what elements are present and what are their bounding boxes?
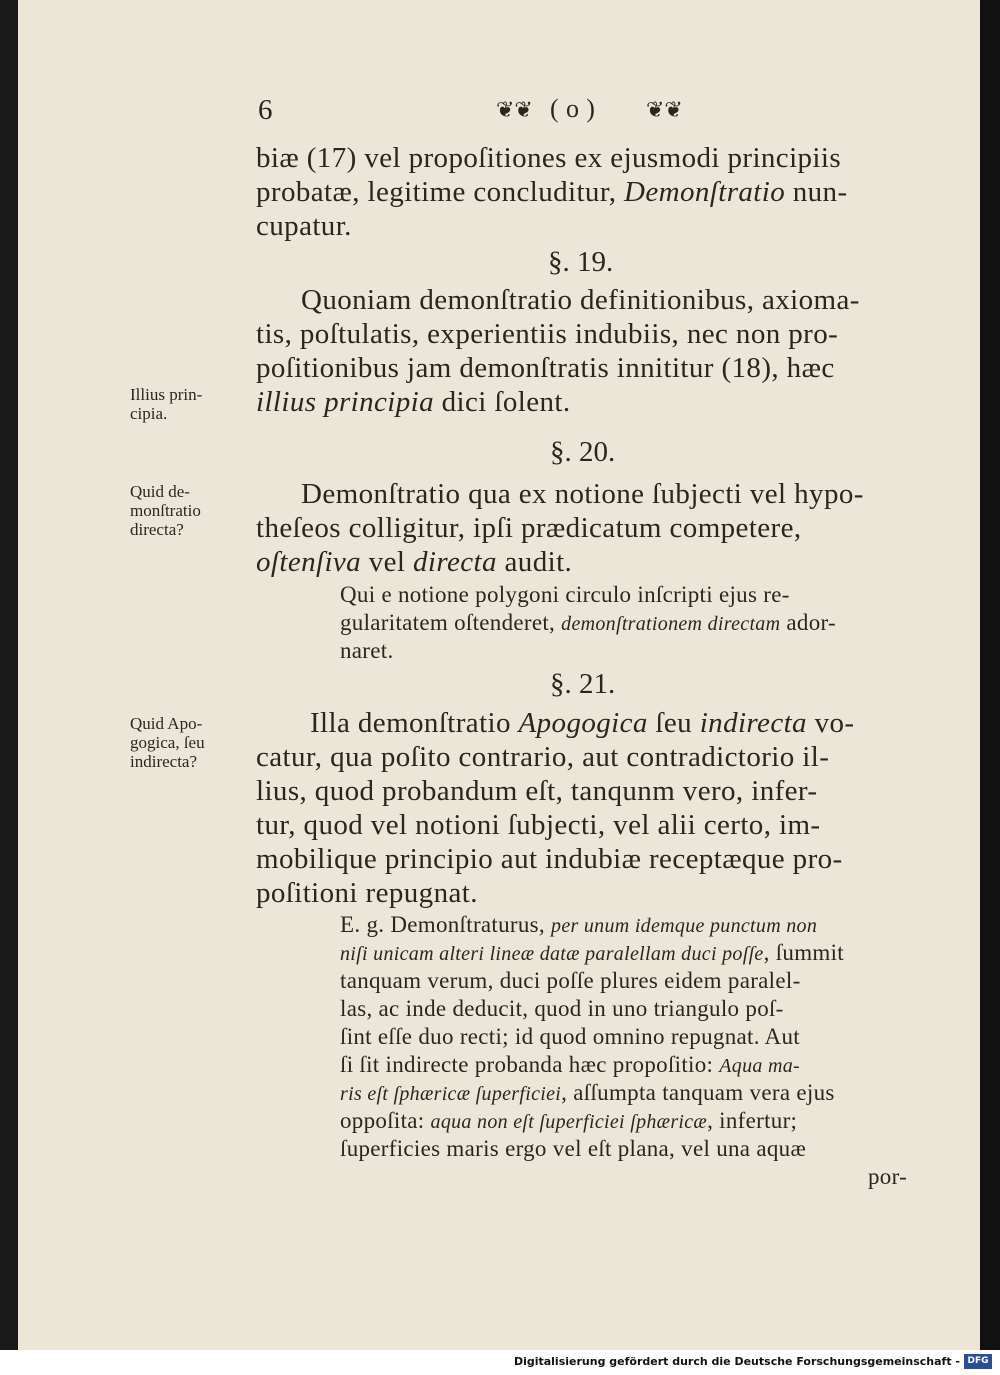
body-line: poſitionibus jam demonſtratis innititur (18), hæc: [256, 352, 835, 384]
example-line: niſi unicam alteri lineæ datæ paralellam duci poſſe, ſummit: [340, 940, 844, 965]
note-line: Qui e notione polygoni circulo inſcripti ejus re-: [340, 582, 790, 607]
ornament-right-icon: ❦❦: [646, 98, 683, 123]
example-line: las, ac inde deducit, quod in uno triangulo poſ-: [340, 996, 784, 1021]
example-line: ris eſt ſphæricæ ſuperficiei, aſſumpta tanquam vera ejus: [340, 1080, 835, 1105]
example-line: ſuperficies maris ergo vel eſt plana, vel una aquæ: [340, 1136, 807, 1161]
body-line: poſitioni repugnat.: [256, 877, 478, 909]
margin-note-apogogica: Quid Apo- gogica, ſeu indirecta?: [130, 714, 205, 771]
header-ornament: ( o ): [550, 94, 596, 123]
body-line: catur, qua poſito contrario, aut contradictorio il-: [256, 741, 830, 773]
footer-credit: Digitalisierung gefördert durch die Deutsche Forschungsgemeinschaft -: [513, 1355, 960, 1368]
margin-note-demonstratio-directa: Quid de- monſtratio directa?: [130, 482, 201, 539]
scan-left-edge: [0, 0, 18, 1350]
example-line: E. g. Demonſtraturus, per unum idemque punctum non: [340, 912, 818, 937]
section-heading-19: §. 19.: [548, 246, 614, 278]
body-line: tis, poſtulatis, experientiis indubiis, nec non pro-: [256, 318, 839, 350]
body-line: Illa demonſtratio Apogogica ſeu indirecta vo-: [310, 707, 855, 739]
body-line: illius principia dici ſolent.: [256, 386, 571, 418]
example-line: ſi ſit indirecte probanda hæc propoſitio: Aqua ma-: [340, 1052, 800, 1077]
ornament-left-icon: ❦❦: [496, 98, 533, 123]
example-line: tanquam verum, duci poſſe plures eidem paralel-: [340, 968, 801, 993]
margin-note-illius-principia: Illius prin- cipia.: [130, 385, 203, 423]
body-line: lius, quod probandum eſt, tanqunm vero, infer-: [256, 775, 818, 807]
body-line: oſtenſiva vel directa audit.: [256, 546, 573, 578]
body-line: Demonſtratio qua ex notione ſubjecti vel hypo-: [301, 478, 864, 510]
scan-right-edge: [980, 0, 1000, 1350]
book-page: [18, 0, 980, 1350]
body-line: probatæ, legitime concluditur, Demonſtratio nun-: [256, 176, 848, 208]
section-heading-21: §. 21.: [550, 668, 616, 700]
example-line: ſint eſſe duo recti; id quod omnino repugnat. Aut: [340, 1024, 800, 1049]
body-line: cupatur.: [256, 210, 352, 242]
digitization-footer: [0, 1350, 1000, 1375]
page-number: 6: [258, 94, 273, 126]
dfg-logo-icon: DFG: [964, 1354, 992, 1369]
section-heading-20: §. 20.: [550, 436, 616, 468]
body-line: mobilique principio aut indubiæ receptæque pro-: [256, 843, 843, 875]
catchword: por-: [868, 1164, 908, 1189]
body-line: Quoniam demonſtratio definitionibus, axioma-: [301, 284, 860, 316]
note-line: gularitatem oſtenderet, demonſtrationem directam ador-: [340, 610, 836, 635]
body-line: theſeos colligitur, ipſi prædicatum competere,: [256, 512, 802, 544]
body-line: tur, quod vel notioni ſubjecti, vel alii certo, im-: [256, 809, 821, 841]
body-line: biæ (17) vel propoſitiones ex ejusmodi principiis: [256, 142, 842, 174]
example-line: oppoſita: aqua non eſt ſuperficiei ſphæricæ, infertur;: [340, 1108, 798, 1133]
note-line: naret.: [340, 638, 394, 663]
